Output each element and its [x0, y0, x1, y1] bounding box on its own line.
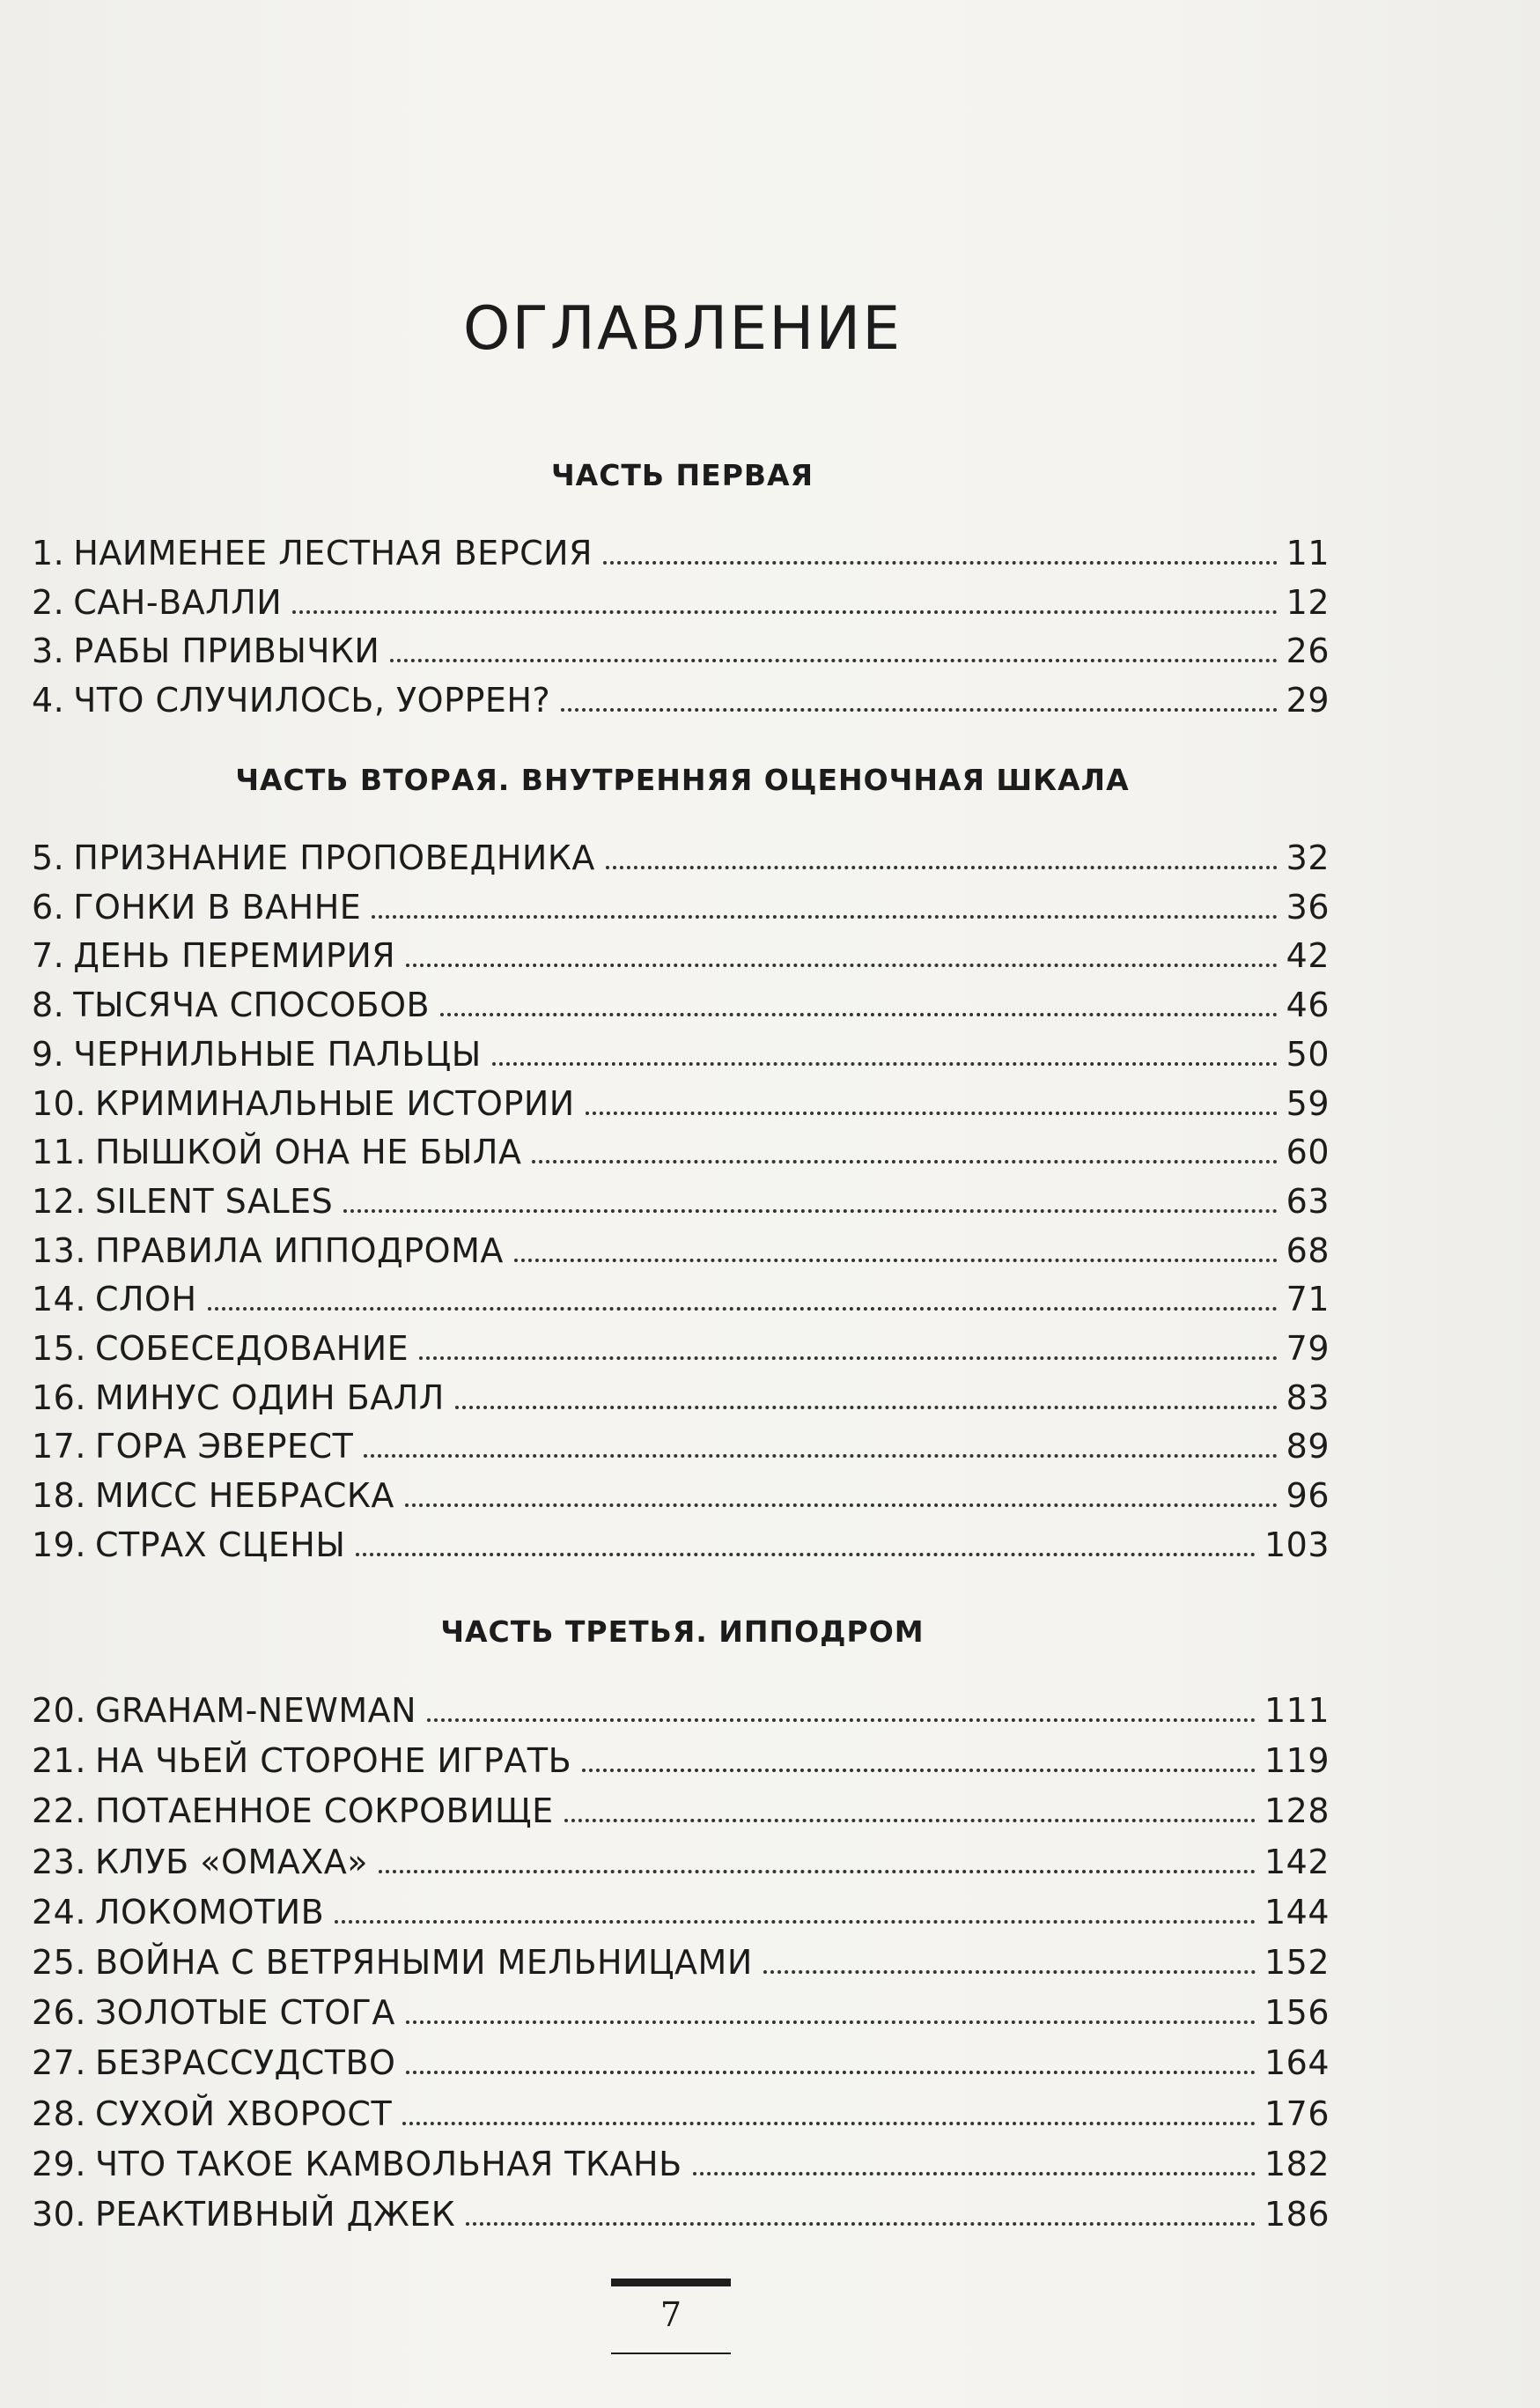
folio-bar [611, 2279, 731, 2286]
chapter-title: ЛОКОМОТИВ [94, 1892, 325, 1932]
chapter-title: ЧТО ТАКОЕ КАМВОЛЬНАЯ ТКАНЬ [94, 2144, 682, 2183]
part-heading-2: ЧАСТЬ ВТОРАЯ. ВНУТРЕННЯЯ ОЦЕНОЧНАЯ ШКАЛА [235, 763, 1130, 797]
chapter-page-number: 144 [1264, 1892, 1330, 1932]
chapter-page-number: 83 [1286, 1378, 1330, 1417]
toc-entry [32, 1269, 1330, 1318]
chapter-page-number: 96 [1286, 1476, 1330, 1516]
chapter-title: ГОРА ЭВЕРЕСТ [94, 1427, 354, 1466]
dot-leader [372, 915, 1277, 919]
chapter-page-number: 36 [1286, 887, 1330, 927]
chapter-number: 17. [32, 1427, 86, 1466]
chapter-page-number: 46 [1286, 986, 1330, 1025]
toc-entry [32, 523, 1330, 572]
chapter-title: СЛОН [94, 1280, 197, 1319]
toc-entry [32, 1171, 1330, 1221]
chapter-title: РАБЫ ПРИВЫЧКИ [73, 632, 380, 670]
chapter-page-number: 164 [1264, 2043, 1330, 2083]
chapter-title: МИСС НЕБРАСКА [94, 1476, 394, 1516]
chapter-title: ПОТАЕННОЕ СОКРОВИЩЕ [94, 1791, 554, 1831]
page-number: 7 [659, 2295, 682, 2334]
chapter-number: 15. [32, 1329, 86, 1368]
toc-entry [32, 1983, 1330, 2032]
chapter-title: GRAHAM-NEWMAN [94, 1691, 417, 1730]
chapter-page-number: 60 [1286, 1133, 1330, 1172]
dot-leader [356, 1553, 1256, 1556]
chapter-number: 29. [32, 2144, 86, 2183]
chapter-number: 30. [32, 2195, 86, 2234]
dot-leader [364, 1454, 1277, 1458]
toc-entry [32, 2033, 1330, 2082]
chapter-page-number: 142 [1264, 1842, 1330, 1881]
chapter-number: 11. [32, 1133, 86, 1172]
chapter-page-number: 26 [1286, 632, 1330, 670]
chapter-title: НА ЧЬЕЙ СТОРОНЕ ИГРАТЬ [94, 1741, 572, 1781]
toc-entry [32, 621, 1330, 670]
chapter-number: 19. [32, 1525, 86, 1564]
chapter-number: 12. [32, 1181, 86, 1221]
dot-leader [406, 964, 1277, 967]
chapter-page-number: 11 [1286, 534, 1330, 572]
chapter-title: КРИМИНАЛЬНЫЕ ИСТОРИИ [94, 1083, 575, 1123]
dot-leader [208, 1307, 1278, 1311]
chapter-title: РЕАКТИВНЫЙ ДЖЕК [94, 2195, 456, 2234]
dot-leader [419, 1356, 1277, 1360]
toc-entry [32, 1515, 1330, 1564]
chapter-title: ГОНКИ В ВАННЕ [73, 887, 362, 927]
chapter-page-number: 119 [1264, 1741, 1330, 1781]
dot-leader [514, 1259, 1278, 1262]
chapter-number: 28. [32, 2094, 86, 2133]
chapter-number: 2. [32, 582, 65, 622]
toc-entry [32, 2184, 1330, 2234]
chapter-title: МИНУС ОДИН БАЛЛ [94, 1378, 445, 1417]
chapter-number: 26. [32, 1993, 86, 2033]
chapter-number: 3. [32, 632, 65, 670]
toc-entry [32, 1024, 1330, 1074]
toc-entry [32, 670, 1330, 720]
toc-entry [32, 2084, 1330, 2133]
dot-leader [335, 1920, 1256, 1924]
chapter-title: ТЫСЯЧА СПОСОБОВ [73, 986, 431, 1025]
chapter-page-number: 152 [1264, 1943, 1330, 1982]
toc-entry [32, 1932, 1330, 1982]
chapter-number: 5. [32, 838, 65, 877]
toc-entry [32, 1074, 1330, 1123]
chapter-number: 16. [32, 1378, 86, 1417]
toc-entry [32, 2134, 1330, 2183]
chapter-number: 8. [32, 986, 65, 1025]
toc-entry [32, 1466, 1330, 1515]
chapter-page-number: 32 [1286, 838, 1330, 877]
chapter-number: 23. [32, 1842, 86, 1881]
toc-entry [32, 572, 1330, 622]
dot-leader [693, 2172, 1256, 2175]
chapter-page-number: 29 [1286, 680, 1330, 720]
dot-leader [440, 1013, 1278, 1016]
chapter-title: КЛУБ «ОМАХА» [94, 1842, 369, 1881]
dot-leader [390, 659, 1277, 662]
chapter-number: 13. [32, 1230, 86, 1270]
dot-leader [406, 2071, 1256, 2074]
chapter-number: 27. [32, 2043, 86, 2083]
dot-leader [466, 2222, 1256, 2226]
dot-leader [564, 1819, 1256, 1822]
chapter-title: БЕЗРАССУДСТВО [94, 2043, 396, 2083]
chapter-title: ДЕНЬ ПЕРЕМИРИЯ [73, 936, 396, 976]
dot-leader [561, 708, 1277, 712]
chapter-number: 6. [32, 887, 65, 927]
toc-entry [32, 926, 1330, 975]
dot-leader [492, 1062, 1278, 1066]
chapter-title: ЗОЛОТЫЕ СТОГА [94, 1993, 395, 2033]
dot-leader [292, 610, 1277, 614]
dot-leader [455, 1406, 1278, 1409]
chapter-title: ПЫШКОЙ ОНА НЕ БЫЛА [94, 1133, 522, 1172]
toc-entry [32, 1416, 1330, 1466]
chapter-title: СТРАХ СЦЕНЫ [94, 1525, 346, 1564]
dot-leader [405, 1503, 1278, 1507]
chapter-number: 20. [32, 1691, 86, 1730]
chapter-number: 21. [32, 1741, 86, 1781]
chapter-number: 25. [32, 1943, 86, 1982]
chapter-number: 4. [32, 680, 65, 720]
chapter-number: 22. [32, 1791, 86, 1831]
toc-entry [32, 1731, 1330, 1780]
dot-leader [606, 866, 1278, 869]
chapter-page-number: 182 [1264, 2144, 1330, 2183]
chapter-title: SILENT SALES [94, 1181, 334, 1221]
chapter-number: 1. [32, 534, 65, 572]
dot-leader [763, 1970, 1256, 1974]
chapter-page-number: 42 [1286, 936, 1330, 976]
chapter-page-number: 128 [1264, 1791, 1330, 1831]
chapter-number: 18. [32, 1476, 86, 1516]
chapter-page-number: 186 [1264, 2195, 1330, 2234]
chapter-number: 9. [32, 1034, 65, 1074]
chapter-page-number: 103 [1264, 1525, 1330, 1564]
toc-title: ОГЛАВЛЕНИЕ [462, 293, 903, 364]
toc-entry [32, 975, 1330, 1024]
dot-leader [343, 1209, 1277, 1213]
chapter-title: ЧЕРНИЛЬНЫЕ ПАЛЬЦЫ [73, 1034, 482, 1074]
chapter-title: НАИМЕНЕЕ ЛЕСТНАЯ ВЕРСИЯ [73, 534, 593, 572]
toc-entry [32, 1221, 1330, 1270]
part-heading-1: ЧАСТЬ ПЕРВАЯ [550, 458, 814, 492]
chapter-page-number: 63 [1286, 1181, 1330, 1221]
dot-leader [582, 1769, 1256, 1772]
dot-leader [586, 1112, 1278, 1115]
chapter-number: 10. [32, 1083, 86, 1123]
toc-entry [32, 1680, 1330, 1730]
chapter-page-number: 111 [1264, 1691, 1330, 1730]
toc-entry [32, 1122, 1330, 1171]
chapter-page-number: 68 [1286, 1230, 1330, 1270]
chapter-page-number: 89 [1286, 1427, 1330, 1466]
chapter-page-number: 71 [1286, 1280, 1330, 1319]
chapter-title: САН-ВАЛЛИ [73, 582, 283, 622]
chapter-title: СОБЕСЕДОВАНИЕ [94, 1329, 409, 1368]
dot-leader [379, 1870, 1256, 1873]
chapter-number: 7. [32, 936, 65, 976]
chapter-page-number: 59 [1286, 1083, 1330, 1123]
chapter-page-number: 50 [1286, 1034, 1330, 1074]
chapter-page-number: 79 [1286, 1329, 1330, 1368]
toc-entry [32, 828, 1330, 877]
chapter-title: ВОЙНА С ВЕТРЯНЫМИ МЕЛЬНИЦАМИ [94, 1943, 753, 1982]
toc-entry [32, 1832, 1330, 1881]
chapter-title: ПРАВИЛА ИППОДРОМА [94, 1230, 504, 1270]
toc-entry [32, 877, 1330, 927]
chapter-page-number: 12 [1286, 582, 1330, 622]
toc-entry [32, 1781, 1330, 1830]
dot-leader [402, 2122, 1256, 2125]
part-heading-3: ЧАСТЬ ТРЕТЬЯ. ИППОДРОМ [440, 1614, 925, 1649]
chapter-page-number: 156 [1264, 1993, 1330, 2033]
dot-leader [603, 561, 1278, 565]
chapter-number: 14. [32, 1280, 86, 1319]
folio-rule [611, 2353, 731, 2354]
toc-entry [32, 1882, 1330, 1932]
dot-leader [532, 1160, 1277, 1163]
chapter-number: 24. [32, 1892, 86, 1932]
toc-entry [32, 1318, 1330, 1368]
chapter-title: ЧТО СЛУЧИЛОСЬ, УОРРЕН? [73, 680, 551, 720]
chapter-title: ПРИЗНАНИЕ ПРОПОВЕДНИКА [73, 838, 595, 877]
toc-entry [32, 1368, 1330, 1417]
dot-leader [406, 2020, 1256, 2024]
chapter-title: СУХОЙ ХВОРОСТ [94, 2094, 393, 2133]
chapter-page-number: 176 [1264, 2094, 1330, 2133]
dot-leader [427, 1718, 1256, 1722]
